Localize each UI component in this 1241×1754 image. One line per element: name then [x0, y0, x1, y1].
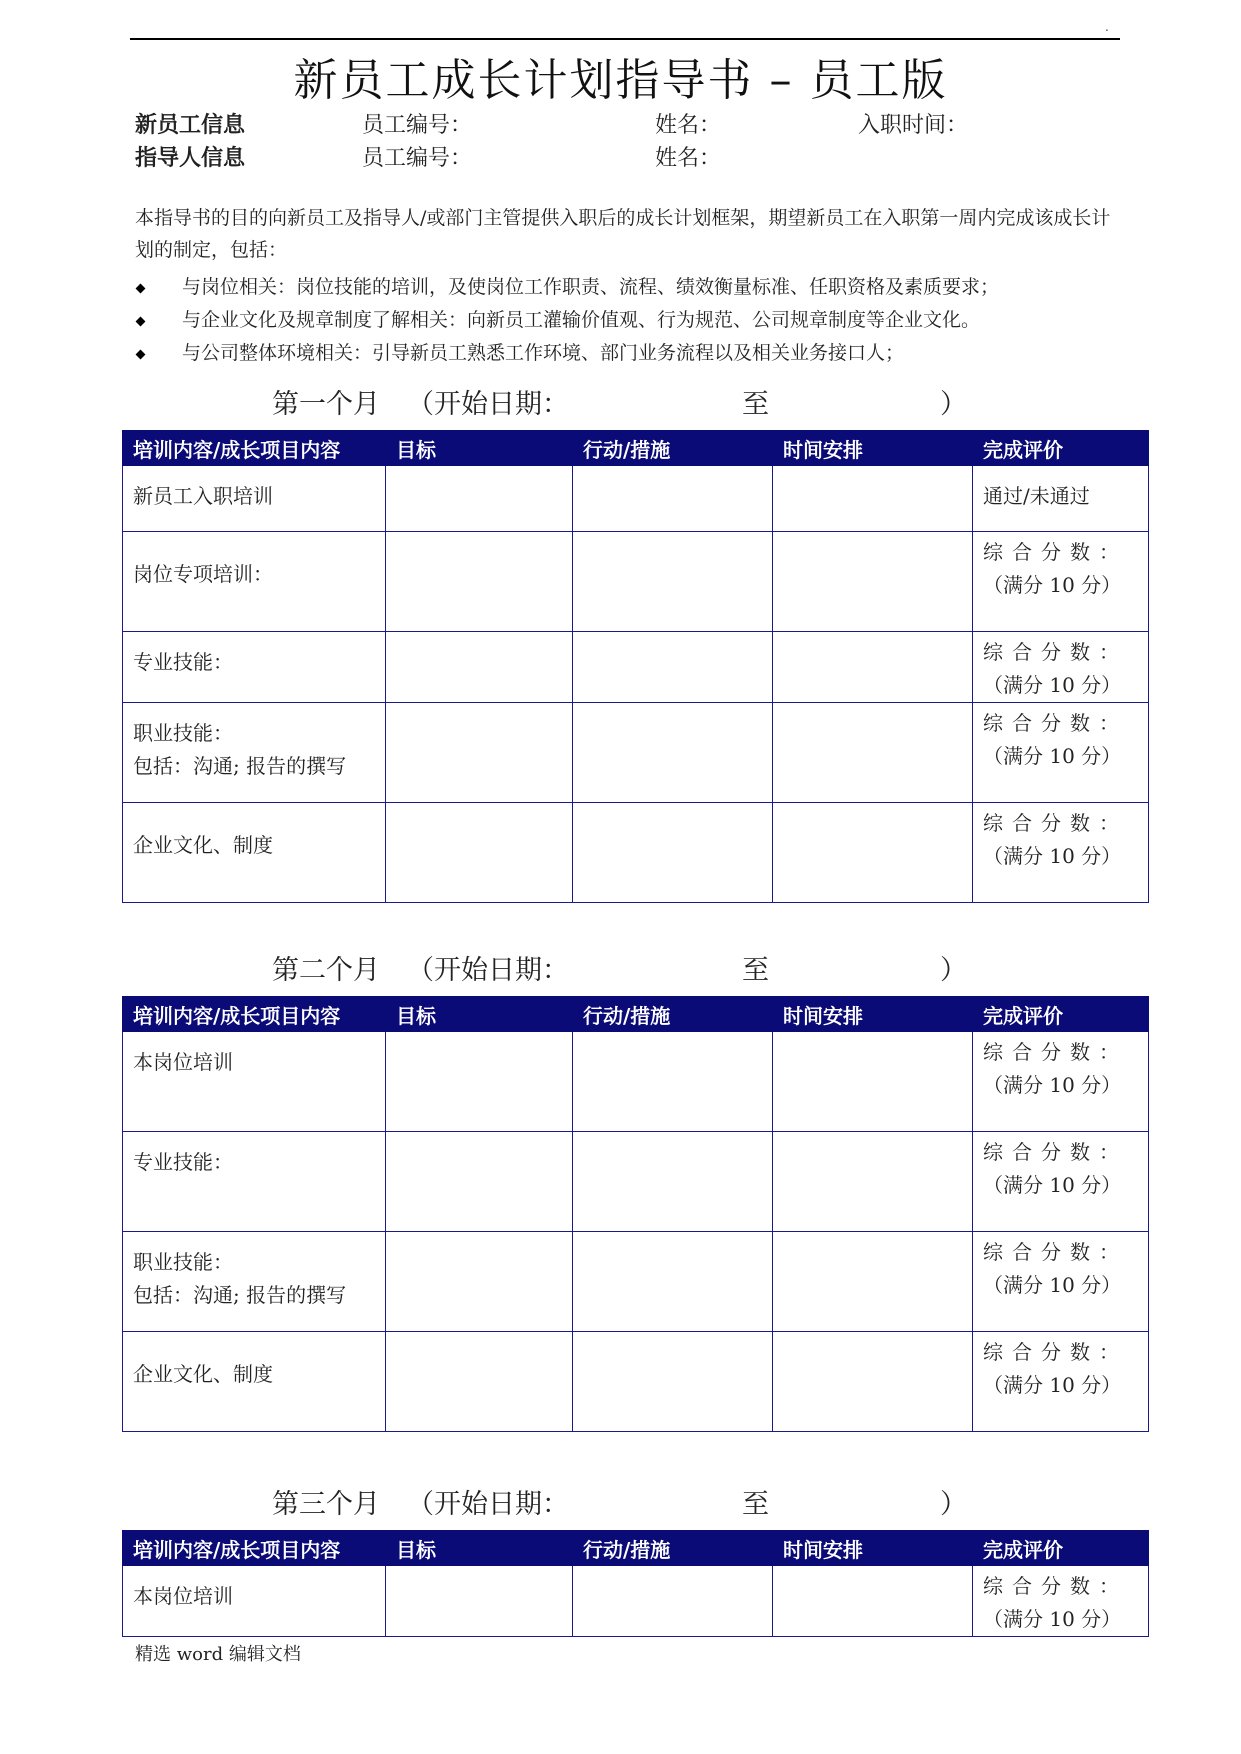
column-header: 目标 [386, 997, 573, 1032]
column-header: 行动/措施 [573, 997, 773, 1032]
table-row [123, 1132, 1149, 1232]
evaluation-cell[interactable] [973, 632, 1149, 703]
start-date-label: （开始日期： [407, 389, 569, 420]
goal-cell[interactable] [386, 632, 573, 703]
content-text: 专业技能： [133, 650, 233, 674]
score-label: 综合分数： [983, 1340, 1128, 1364]
new-employee-label: 新员工信息 [135, 113, 246, 138]
month-label: 第三个月 [272, 1489, 380, 1520]
score-max-label: （满分 10 分） [983, 844, 1122, 868]
column-header: 完成评价 [973, 431, 1149, 466]
content-cell [123, 1132, 386, 1232]
to-label: 至 [742, 1489, 769, 1520]
table-row [123, 532, 1149, 632]
evaluation-cell[interactable] [973, 1032, 1149, 1132]
score-text [983, 1132, 1138, 1202]
score-text [983, 1332, 1138, 1402]
column-header: 时间安排 [773, 997, 973, 1032]
header-rule [130, 38, 1120, 40]
mentor-id-label: 员工编号： [362, 146, 473, 171]
action-cell[interactable] [573, 1032, 773, 1132]
score-max-label: （满分 10 分） [983, 1607, 1122, 1631]
content-text-2: 包括：沟通; 报告的撰写 [133, 1283, 347, 1307]
mentor-label: 指导人信息 [135, 146, 246, 171]
score-max-label: （满分 10 分） [983, 1173, 1122, 1197]
schedule-cell[interactable] [773, 1566, 973, 1637]
goal-cell[interactable] [386, 803, 573, 903]
pass-fail-text: 通过/未通过 [983, 484, 1090, 508]
evaluation-cell[interactable] [973, 803, 1149, 903]
content-text: 本岗位培训 [133, 1050, 233, 1074]
content-text: 本岗位培训 [133, 1584, 233, 1608]
score-label: 综合分数： [983, 711, 1128, 735]
plan-table [122, 430, 1149, 903]
score-label: 综合分数： [983, 640, 1128, 664]
table-row [123, 803, 1149, 903]
start-date-label: （开始日期： [407, 1489, 569, 1520]
column-header: 时间安排 [773, 1531, 973, 1566]
content-text: 岗位专项培训： [133, 562, 273, 586]
score-text [983, 703, 1138, 773]
goal-cell[interactable] [386, 1132, 573, 1232]
month-label: 第一个月 [272, 389, 380, 420]
score-label: 综合分数： [983, 1140, 1128, 1164]
evaluation-cell[interactable] [973, 1232, 1149, 1332]
evaluation-cell[interactable] [973, 703, 1149, 803]
start-date-label: （开始日期： [407, 955, 569, 986]
content-cell [123, 1566, 386, 1637]
end-paren: ） [940, 955, 967, 986]
schedule-cell[interactable] [773, 1332, 973, 1432]
goal-cell[interactable] [386, 532, 573, 632]
mentor-name-label: 姓名： [655, 146, 722, 171]
action-cell[interactable] [573, 703, 773, 803]
evaluation-cell[interactable] [973, 1566, 1149, 1637]
column-header: 行动/措施 [573, 1531, 773, 1566]
column-header: 完成评价 [973, 1531, 1149, 1566]
action-cell[interactable] [573, 632, 773, 703]
action-cell[interactable] [573, 466, 773, 532]
evaluation-cell[interactable] [973, 532, 1149, 632]
action-cell[interactable] [573, 1332, 773, 1432]
content-cell [123, 532, 386, 632]
score-text [983, 803, 1138, 873]
score-text [983, 1032, 1138, 1102]
action-cell[interactable] [573, 1232, 773, 1332]
schedule-cell[interactable] [773, 803, 973, 903]
table-row [123, 1232, 1149, 1332]
column-header: 目标 [386, 431, 573, 466]
goal-cell[interactable] [386, 466, 573, 532]
content-text: 企业文化、制度 [133, 833, 273, 857]
content-cell [123, 632, 386, 703]
score-max-label: （满分 10 分） [983, 1273, 1122, 1297]
goal-cell[interactable] [386, 1232, 573, 1332]
score-max-label: （满分 10 分） [983, 744, 1122, 768]
score-label: 综合分数： [983, 540, 1128, 564]
content-text: 新员工入职培训 [133, 484, 273, 508]
content-cell [123, 466, 386, 532]
month-label: 第二个月 [272, 955, 380, 986]
to-label: 至 [742, 389, 769, 420]
score-label: 综合分数： [983, 811, 1128, 835]
table-header-row [123, 997, 1149, 1032]
goal-cell[interactable] [386, 1032, 573, 1132]
content-text-2: 包括：沟通; 报告的撰写 [133, 754, 347, 778]
content-cell [123, 1232, 386, 1332]
evaluation-cell[interactable] [973, 1132, 1149, 1232]
table-row [123, 466, 1149, 532]
action-cell[interactable] [573, 1132, 773, 1232]
goal-cell[interactable] [386, 703, 573, 803]
goal-cell[interactable] [386, 1332, 573, 1432]
column-header: 培训内容/成长项目内容 [123, 1531, 386, 1566]
score-max-label: （满分 10 分） [983, 573, 1122, 597]
score-max-label: （满分 10 分） [983, 1073, 1122, 1097]
column-header: 行动/措施 [573, 431, 773, 466]
table-row [123, 703, 1149, 803]
bullet-item: 与企业文化及规章制度了解相关：向新员工灌输价值观、行为规范、公司规章制度等企业文化。 [135, 305, 980, 332]
action-cell[interactable] [573, 1566, 773, 1637]
new-employee-name-label: 姓名： [655, 113, 722, 138]
content-text: 职业技能： [133, 1250, 233, 1274]
bullet-item: 与岗位相关：岗位技能的培训，及使岗位工作职责、流程、绩效衡量标准、任职资格及素质要求； [135, 272, 999, 299]
bullet-item: 与公司整体环境相关：引导新员工熟悉工作环境、部门业务流程以及相关业务接口人； [135, 338, 904, 365]
corner-mark: . [1105, 20, 1109, 34]
content-text: 职业技能： [133, 721, 233, 745]
diamond-bullet-icon [136, 316, 146, 326]
diamond-bullet-icon [136, 283, 146, 293]
content-cell [123, 703, 386, 803]
schedule-cell[interactable] [773, 532, 973, 632]
content-cell [123, 1032, 386, 1132]
schedule-cell[interactable] [773, 1032, 973, 1132]
score-label: 综合分数： [983, 1240, 1128, 1264]
table-header-row [123, 431, 1149, 466]
plan-table [122, 996, 1149, 1432]
schedule-cell[interactable] [773, 703, 973, 803]
table-header-row [123, 1531, 1149, 1566]
table-row [123, 632, 1149, 703]
column-header: 培训内容/成长项目内容 [123, 431, 386, 466]
column-header: 时间安排 [773, 431, 973, 466]
score-label: 综合分数： [983, 1040, 1128, 1064]
action-cell[interactable] [573, 532, 773, 632]
column-header: 目标 [386, 1531, 573, 1566]
score-text [983, 632, 1138, 702]
content-cell [123, 1332, 386, 1432]
page-title: 新员工成长计划指导书 – 员工版 [293, 55, 948, 106]
diamond-bullet-icon [136, 349, 146, 359]
to-label: 至 [742, 955, 769, 986]
column-header: 培训内容/成长项目内容 [123, 997, 386, 1032]
end-paren: ） [940, 389, 967, 420]
evaluation-cell[interactable] [973, 1332, 1149, 1432]
plan-table [122, 1530, 1149, 1637]
new-employee-id-label: 员工编号： [362, 113, 473, 138]
schedule-cell[interactable] [773, 1132, 973, 1232]
score-max-label: （满分 10 分） [983, 673, 1122, 697]
schedule-cell[interactable] [773, 632, 973, 703]
content-text: 专业技能： [133, 1150, 233, 1174]
intro-paragraph: 本指导书的目的向新员工及指导人/或部门主管提供入职后的成长计划框架，期望新员工在入职第一周内完成该成长计划的制定，包括： [135, 207, 1111, 261]
content-text: 企业文化、制度 [133, 1362, 273, 1386]
schedule-cell[interactable] [773, 1232, 973, 1332]
goal-cell[interactable] [386, 1566, 573, 1637]
column-header: 完成评价 [973, 997, 1149, 1032]
score-text [983, 1232, 1138, 1302]
score-max-label: （满分 10 分） [983, 1373, 1122, 1397]
end-paren: ） [940, 1489, 967, 1520]
footer-text: 精选 word 编辑文档 [135, 1644, 301, 1665]
score-label: 综合分数： [983, 1574, 1128, 1598]
score-text [983, 532, 1138, 602]
table-row [123, 1032, 1149, 1132]
content-cell [123, 803, 386, 903]
table-row [123, 1332, 1149, 1432]
evaluation-cell[interactable] [973, 466, 1149, 532]
schedule-cell[interactable] [773, 466, 973, 532]
join-date-label: 入职时间： [858, 113, 969, 138]
score-text [983, 1566, 1138, 1636]
action-cell[interactable] [573, 803, 773, 903]
table-row [123, 1566, 1149, 1637]
